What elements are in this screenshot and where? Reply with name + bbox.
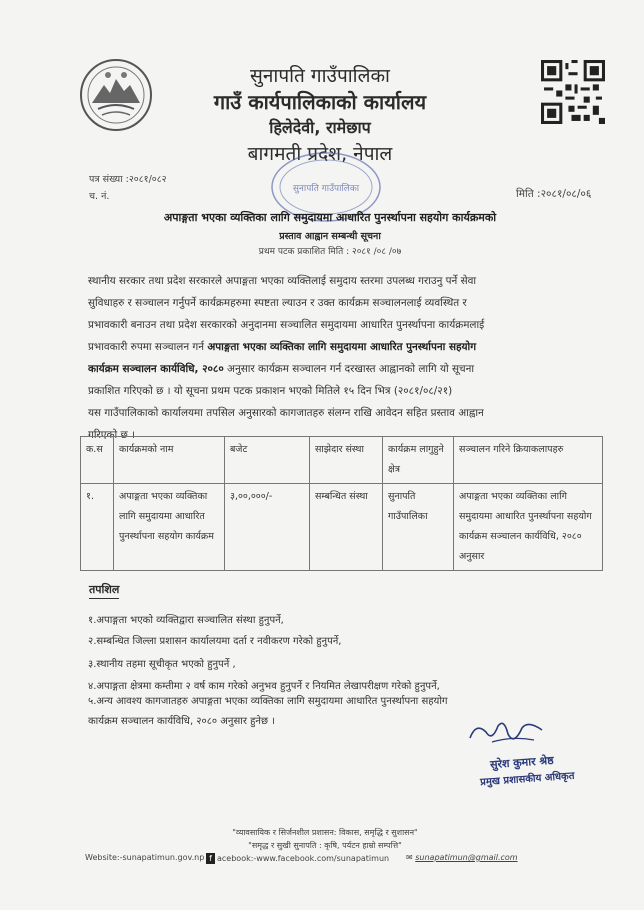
dispatch-number: च. नं. (89, 191, 110, 202)
table-cell: ३,००,०००/- (225, 484, 310, 571)
notice-subtitle: प्रस्ताव आह्वान सम्बन्धी सूचना (279, 231, 381, 242)
table-cell: सम्बन्धित संस्था (310, 484, 383, 571)
condition-item: २.सम्बन्धित जिल्ला प्रशासन कार्यालयमा दर्ता र नवीकरण गरेको हुनुपर्ने, (88, 636, 342, 647)
condition-item: ३.स्थानीय तहमा सूचीकृत भएको हुनुपर्ने , (88, 659, 236, 670)
body-line: प्रभावकारी बनाउन तथा प्रदेश सरकारको अनुदानमा सञ्चालित समुदायमा आधारित पुनर्स्थापना कार्यक्रमलाई (88, 319, 485, 331)
table-cell: अपाङ्गता भएका व्यक्तिका लागि समुदायमा आधारित पुनर्स्थापना सहयोग कार्यक्रम सञ्चालन कार्यविधि, २०८० अनुसार (454, 484, 603, 571)
program-table (80, 436, 603, 571)
body-line: स्थानीय सरकार तथा प्रदेश सरकारले अपाङ्गता भएका व्यक्तिलाई समुदाय स्तरमा उपलब्ध गराउनु पर्ने सेवा (88, 275, 477, 287)
notice-title: अपाङ्गता भएका व्यक्तिका लागि समुदायमा आधारित पुनर्स्थापना सहयोग कार्यक्रमको (163, 211, 497, 224)
signatory-designation: प्रमुख प्रशासकीय अधिकृत (479, 770, 575, 789)
table-header: साझेदार संस्था (310, 437, 383, 484)
body-line: सुविधाहरु र सञ्चालन गर्नुपर्ने कार्यक्रमहरुमा स्पष्टता ल्याउन र उक्त कार्यक्रम सञ्चालनलाई व्यवस्थित र (88, 297, 467, 309)
condition-item: ५.अन्य आवश्य कागजातहरु अपाङ्गता भएका व्यक्तिका लागि समुदायमा आधारित पुनर्स्थापना सहयोग (88, 696, 448, 707)
tapsil-heading: तपशिल (89, 582, 119, 599)
table-header: कार्यक्रमको नाम (114, 437, 225, 484)
office-name: गाउँ कार्यपालिकाको कार्यालय (213, 90, 427, 114)
facebook-link-text: acebook:-www.facebook.com/sunapatimun (217, 854, 390, 863)
date: मिति :२०८१/०८/०६ (516, 188, 592, 200)
office-address: हिलेदेवी, रामेछाप (269, 118, 371, 137)
province-country: बागमती प्रदेश, नेपाल (247, 143, 393, 165)
body-line: यस गाउँपालिकाको कार्यालयमा तपसिल अनुसारको कागजातहरु संलग्न राखि आवेदन सहित प्रस्ताव आह्वान (88, 407, 484, 419)
table-cell: सुनापति गाउँपालिका (383, 484, 454, 571)
letter-number: पत्र संख्या :२०८१/०८२ (89, 174, 167, 185)
footer-motto: "व्यावसायिक र सिर्जनशील प्रशासन: विकास, समृद्धि र सुशासन" (232, 828, 418, 837)
table-cell: अपाङ्गता भएका व्यक्तिका लागि समुदायमा आधारित पुनर्स्थापना सहयोग कार्यक्रम (114, 484, 225, 571)
signatory-name: सुरेश कुमार श्रेष्ठ (489, 753, 555, 772)
table-row (81, 484, 603, 571)
body-line (88, 358, 610, 380)
table-header: कार्यक्रम लागुहुने क्षेत्र (383, 437, 454, 484)
table-header: बजेट (225, 437, 310, 484)
body-line: प्रकाशित गरिएको छ । यो सूचना प्रथम पटक प्रकाशन भएको मितिले १५ दिन भित्र (२०८१/०८/२१) (88, 385, 453, 397)
facebook-icon: f (206, 853, 215, 864)
body-bold-text: कार्यक्रम सञ्चालन कार्यविधि, २०८० (88, 363, 224, 375)
body-bold-text: अपाङ्गता भएका व्यक्तिका लागि समुदायमा आधारित पुनर्स्थापना सहयोग (207, 341, 477, 353)
stamp-text: सुनापति गाउँपालिका (292, 184, 360, 194)
body-line (88, 336, 610, 358)
municipality-name: सुनापति गाउँपालिका (250, 65, 390, 87)
condition-item: ४.अपाङ्गता क्षेत्रमा कम्तीमा २ वर्ष काम गरेको अनुभव हुनुपर्ने र नियमित लेखापरीक्षण गरेको हुनुपर्ने, (88, 681, 440, 692)
footer-motto: "समृद्ध र सुखी सुनापति : कृषि, पर्यटन हाम्रो सम्पत्ति" (248, 841, 402, 850)
footer-email[interactable] (406, 853, 518, 862)
email-link-text: sunapatimun@gmail.com (415, 853, 518, 862)
condition-item: कार्यक्रम सञ्चालन कार्यविधि, २०८० अनुसार हुनेछ । (88, 716, 275, 727)
qr-code-icon (541, 60, 605, 124)
signature-icon (462, 712, 552, 752)
condition-item: १.अपाङ्गता भएको व्यक्तिद्वारा सञ्चालित संस्था हुनुपर्ने, (88, 615, 284, 626)
table-cell: १. (81, 484, 114, 571)
footer-website[interactable]: Website:-sunapatimun.gov.np (85, 853, 205, 862)
body-text: अनुसार कार्यक्रम सञ्चालन गर्न दरखास्त आह्वानको लागि यो सूचना (223, 363, 475, 375)
nepal-emblem-icon (78, 57, 154, 133)
table-header: सञ्चालन गरिने क्रियाकलापहरु (454, 437, 603, 484)
footer-facebook[interactable] (206, 853, 389, 864)
table-header: क.स (81, 437, 114, 484)
table-header-row (81, 437, 603, 484)
body-line: गरिएको छ । (88, 429, 136, 441)
body-text: प्रभावकारी रुपमा सञ्चालन गर्न (88, 341, 208, 353)
publication-date: प्रथम पटक प्रकाशित मिति : २०८१ /०८ /०७ (258, 247, 402, 257)
email-icon: ✉ (406, 853, 413, 862)
